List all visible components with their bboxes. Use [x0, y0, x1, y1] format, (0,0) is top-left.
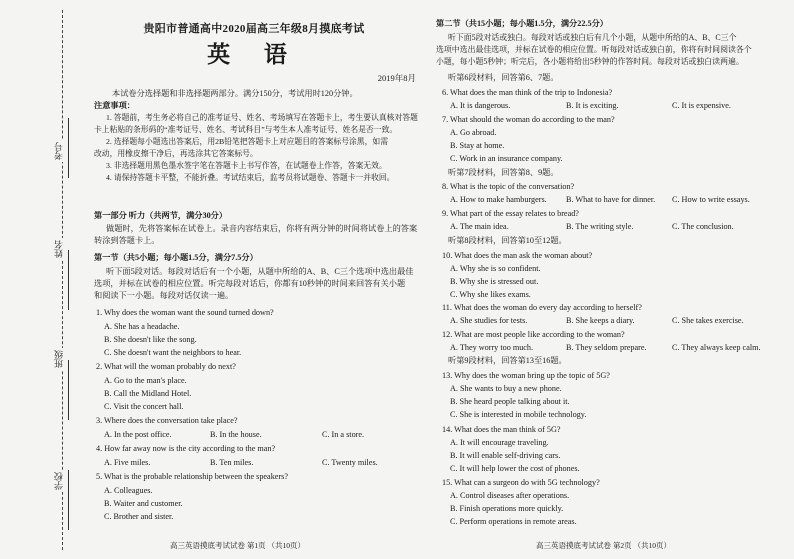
intro-line: 4. 请保持答题卡平整，不能折叠。考试结束后，监考员将试题卷、答题卡一并收回。 — [106, 173, 395, 182]
option: C. She is interested in mobile technology. — [450, 410, 587, 419]
intro-line: 3. 非选择题用黑色墨水签字笔在答题卡上书写作答，在试题卷上作答，答案无效。 — [106, 161, 387, 170]
fill-line — [68, 250, 69, 310]
option: B. Stay at home. — [450, 141, 505, 150]
option: A. Colleagues. — [104, 486, 153, 495]
option: A. It is dangerous. — [450, 101, 511, 110]
fill-line — [68, 118, 69, 178]
question: 11. What does the woman do every day according to herself? — [442, 303, 642, 312]
option: A. In the post office. — [104, 430, 172, 439]
material-note: 听第8段材料，回答第10至12题。 — [448, 236, 567, 245]
part1-instructions: 做题时，先将答案标在试卷上。录音内容结束后，你将有两分钟的时间将试卷上的答案 — [106, 224, 418, 233]
option: B. Waiter and customer. — [104, 499, 183, 508]
question: 9. What part of the essay relates to bread? — [442, 209, 579, 218]
option: A. How to make hamburgers. — [450, 195, 547, 204]
question: 8. What is the topic of the conversation? — [442, 182, 575, 191]
material-note: 听第7段材料，回答第8、9题。 — [448, 168, 559, 177]
option: A. Control diseases after operations. — [450, 491, 570, 500]
intro-line: 卡上粘贴的条形码的“准考证号、姓名、考试科目”与考生本人准考证号、姓名是否一致。 — [94, 125, 398, 134]
section2-instructions: 选项中选出最佳选项，并标在试卷的相应位置。听每段对话或独白前，你将有时间阅读各个 — [436, 45, 752, 54]
option: A. It will encourage traveling. — [450, 438, 549, 447]
part1-heading: 第一部分 听力（共两节，满分30分） — [94, 211, 228, 220]
option: B. Ten miles. — [210, 458, 254, 467]
question: 4. How far away now is the city according to the man? — [96, 444, 276, 453]
option: B. Call the Midland Hotel. — [104, 389, 192, 398]
intro-line: 本试卷分选择题和非选择题两部分。满分150分，考试用时120分钟。 — [112, 89, 358, 98]
option: B. They seldom prepare. — [566, 343, 647, 352]
question: 7. What should the woman do according to the man? — [442, 115, 615, 124]
section1-instructions: 听下面5段对话。每段对话后有一个小题，从题中所给的A、B、C三个选项中选出最佳 — [106, 267, 414, 276]
option: C. Brother and sister. — [104, 512, 174, 521]
school-label: 学校 — [54, 472, 64, 490]
section1-heading: 第一节（共5小题；每小题1.5分，满分7.5分） — [94, 253, 258, 262]
page-footer-left: 高三英语摸底考试试卷 第1页 （共10页） — [170, 541, 305, 550]
option: A. Why she is so confident. — [450, 264, 541, 273]
option: A. The main idea. — [450, 222, 509, 231]
name-label: 姓名 — [54, 240, 64, 258]
exam-date: 2019年8月 — [377, 73, 416, 83]
option: B. It will enable self-driving cars. — [450, 451, 561, 460]
option: B. What to have for dinner. — [566, 195, 656, 204]
part1-instructions: 转涂到答题卡上。 — [94, 236, 160, 245]
intro-line: 1. 答题前，考生务必将自己的准考证号、姓名、考场填写在答题卡上，考生要认真核对答题 — [106, 113, 418, 122]
option: B. Finish operations more quickly. — [450, 504, 564, 513]
binding-margin — [0, 0, 86, 559]
material-note: 听第9段材料，回答第13至16题。 — [448, 356, 567, 365]
option: B. It is exciting. — [566, 101, 619, 110]
option: C. How to write essays. — [672, 195, 750, 204]
option: B. The writing style. — [566, 222, 634, 231]
option: B. She doesn't like the song. — [104, 335, 197, 344]
option: B. She keeps a diary. — [566, 316, 635, 325]
section2-instructions: 听下面5段对话或独白。每段对话或独白后有几个小题，从题中所给的A、B、C三个 — [448, 33, 737, 42]
question: 10. What does the man ask the woman about? — [442, 251, 593, 260]
question: 3. Where does the conversation take place? — [96, 416, 238, 425]
option: A. She has a headache. — [104, 322, 180, 331]
option: C. She doesn't want the neighbors to hear. — [104, 348, 242, 357]
option: C. It is expensive. — [672, 101, 731, 110]
option: A. Five miles. — [104, 458, 151, 467]
section1-instructions: 选项，并标在试卷的相应位置。听完每段对话后，你都有10秒钟的时间来回答有关小题 — [94, 279, 406, 288]
fill-line — [68, 470, 69, 530]
fill-line — [68, 360, 69, 420]
intro-line: 改动，用橡皮擦干净后，再选涂其它答案标号。 — [94, 149, 258, 158]
option: C. She takes exercise. — [672, 316, 744, 325]
option: A. Go to the man's place. — [104, 376, 187, 385]
option: C. Work in an insurance company. — [450, 154, 563, 163]
option: A. They worry too much. — [450, 343, 534, 352]
question: 2. What will the woman probably do next? — [96, 362, 236, 371]
exam-title: 贵阳市普通高中2020届高三年级8月摸底考试 — [143, 23, 365, 35]
option: A. She wants to buy a new phone. — [450, 384, 562, 393]
option: B. In the house. — [210, 430, 262, 439]
option: C. It will help lower the cost of phones. — [450, 464, 580, 473]
question: 1. Why does the woman want the sound turned down? — [96, 308, 274, 317]
section2-heading: 第二节（共15小题；每小题1.5分，满分22.5分） — [436, 19, 608, 28]
option: C. Twenty miles. — [322, 458, 378, 467]
subject-title: 英 语 — [207, 42, 301, 67]
question: 15. What can a surgeon do with 5G technology? — [442, 478, 600, 487]
option: C. Perform operations in remote areas. — [450, 517, 577, 526]
option: B. She heard people talking about it. — [450, 397, 570, 406]
question: 13. Why does the woman bring up the topic of 5G? — [442, 371, 610, 380]
question: 5. What is the probable relationship between the speakers? — [96, 472, 288, 481]
question: 6. What does the man think of the trip to Indonesia? — [442, 88, 613, 97]
option: B. Why she is stressed out. — [450, 277, 539, 286]
question: 14. What does the man think of 5G? — [442, 425, 561, 434]
material-note: 听第6段材料，回答第6、7题。 — [448, 73, 559, 82]
option: A. She studies for tests. — [450, 316, 528, 325]
page-footer-right: 高三英语摸底考试试卷 第2页 （共10页） — [536, 541, 671, 550]
cut-line — [62, 10, 63, 550]
class-label: 班级 — [54, 350, 64, 368]
option: C. In a store. — [322, 430, 365, 439]
intro-line: 2. 选择题每小题选出答案后，用2B铅笔把答题卡上对应题目的答案标号涂黑，如需 — [106, 137, 388, 146]
option: C. Visit the concert hall. — [104, 402, 184, 411]
notice-heading: 注意事项： — [94, 101, 135, 110]
section1-instructions: 和阅读下一小题。每段对话仅读一遍。 — [94, 291, 234, 300]
option: A. Go abroad. — [450, 128, 497, 137]
section2-instructions: 小题，每小题5秒钟；听完后，各小题将给出5秒钟的作答时间。每段对话或独白读两遍。 — [436, 57, 744, 66]
option: C. The conclusion. — [672, 222, 734, 231]
question: 12. What are most people like according to the woman? — [442, 330, 625, 339]
exam-number-label: 考号 — [54, 142, 64, 160]
option: C. They always keep calm. — [672, 343, 761, 352]
option: C. Why she likes exams. — [450, 290, 531, 299]
